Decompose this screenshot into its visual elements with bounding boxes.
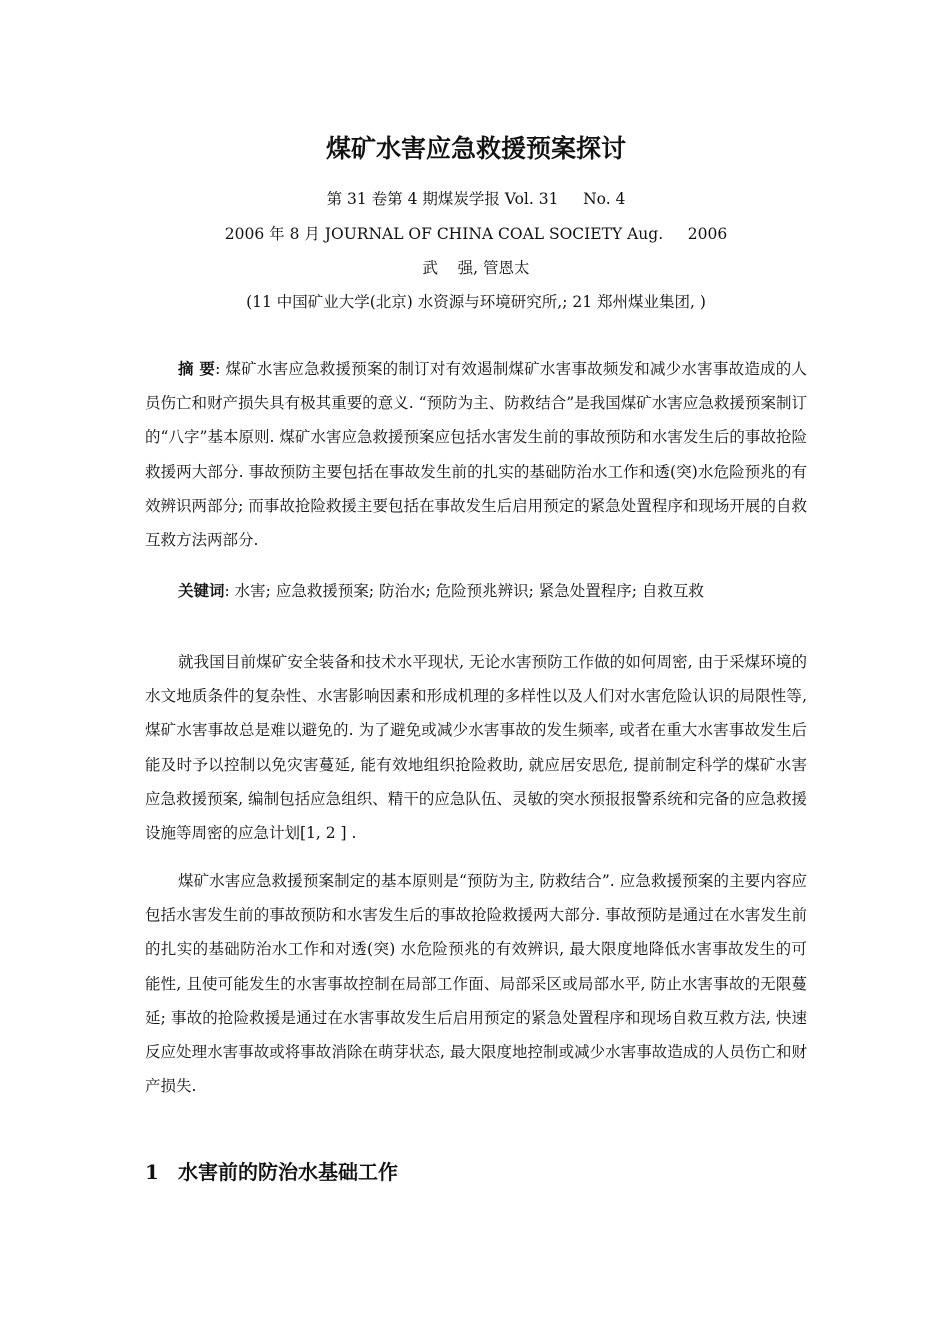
body-paragraph-1: 就我国目前煤矿安全装备和技术水平现状, 无论水害预防工作做的如何周密, 由于采煤环境的水文地质条件的复杂性、水害影响因素和形成机理的多样性以及人们对水害危险认识的局限性等, 煤矿水害事故总是难以避免的. 为了避免或减少水害事故的发生频率, 或者在重大水害事故发生后能及时予以控制以免灾害蔓延, 能有效地组织抢险救助, 就应居安思危, 提前制定科学的煤矿水害应急救援预案, 编制包括应急组织、精干的应急队伍、灵敏的突水预报报警系统和完备的应急救援设施等周密的应急计划[1, 2 ] .: [145, 653, 807, 843]
keywords-text: : 水害; 应急救援预案; 防治水; 危险预兆辨识; 紧急处置程序; 自救互救: [224, 582, 704, 600]
affiliation: (11 中国矿业大学(北京) 水资源与环境研究所,; 21 郑州煤业集团, ): [246, 293, 706, 311]
keywords: [145, 574, 807, 608]
keywords-label: 关键词: [178, 581, 225, 600]
section-heading-1: [145, 1155, 398, 1189]
abstract-text: : 煤矿水害应急救援预案的制订对有效遏制煤矿水害事故频发和减少水害事故造成的人员伤亡和财产损失具有极其重要的意义. “预防为主、防救结合”是我国煤矿水害应急救援预案制订的“八字”基本原则. 煤矿水害应急救援预案应包括水害发生前的事故预防和水害发生后的事故抢险救援两大部分. 事故预防主要包括在事故发生前的扎实的基础防治水工作和透(突)水危险预兆的有效辨识两部分; 而事故抢险救援主要包括在事故发生后启用预定的紧急处置程序和现场开展的自救互救方法两部分.: [145, 360, 807, 550]
journal-date-line: 2006 年 8 月 JOURNAL OF CHINA COAL SOCIETY Aug. 2006: [224, 225, 728, 243]
journal-volume-line: 第 31 卷第 4 期煤炭学报 Vol. 31 No. 4: [326, 190, 626, 208]
paper-title: 煤矿水害应急救援预案探讨: [325, 134, 626, 163]
abstract-label: 摘 要: [178, 359, 216, 378]
section-number: 1: [145, 1160, 159, 1184]
section-title: 水害前的防治水基础工作: [178, 1160, 398, 1184]
body-paragraph-2: 煤矿水害应急救援预案制定的基本原则是“预防为主, 防救结合”. 应急救援预案的主要内容应包括水害发生前的事故预防和水害发生后的事故抢险救援两大部分. 事故预防是通过在水害发生前的扎实的基础防治水工作和对透(突) 水危险预兆的有效辨识, 最大限度地降低水害事故发生的可能性, 且使可能发生的水害事故控制在局部工作面、局部采区或局部水平, 防止水害事故的无限蔓延; 事故的抢险救援是通过在水害事故发生后启用预定的紧急处置程序和现场自救互救方法, 快速反应处理水害事故或将事故消除在萌芽状态, 最大限度地控制或减少水害事故造成的人员伤亡和财产损失.: [145, 872, 807, 1096]
abstract: [145, 352, 807, 557]
authors: 武 强, 管恩太: [422, 259, 530, 277]
